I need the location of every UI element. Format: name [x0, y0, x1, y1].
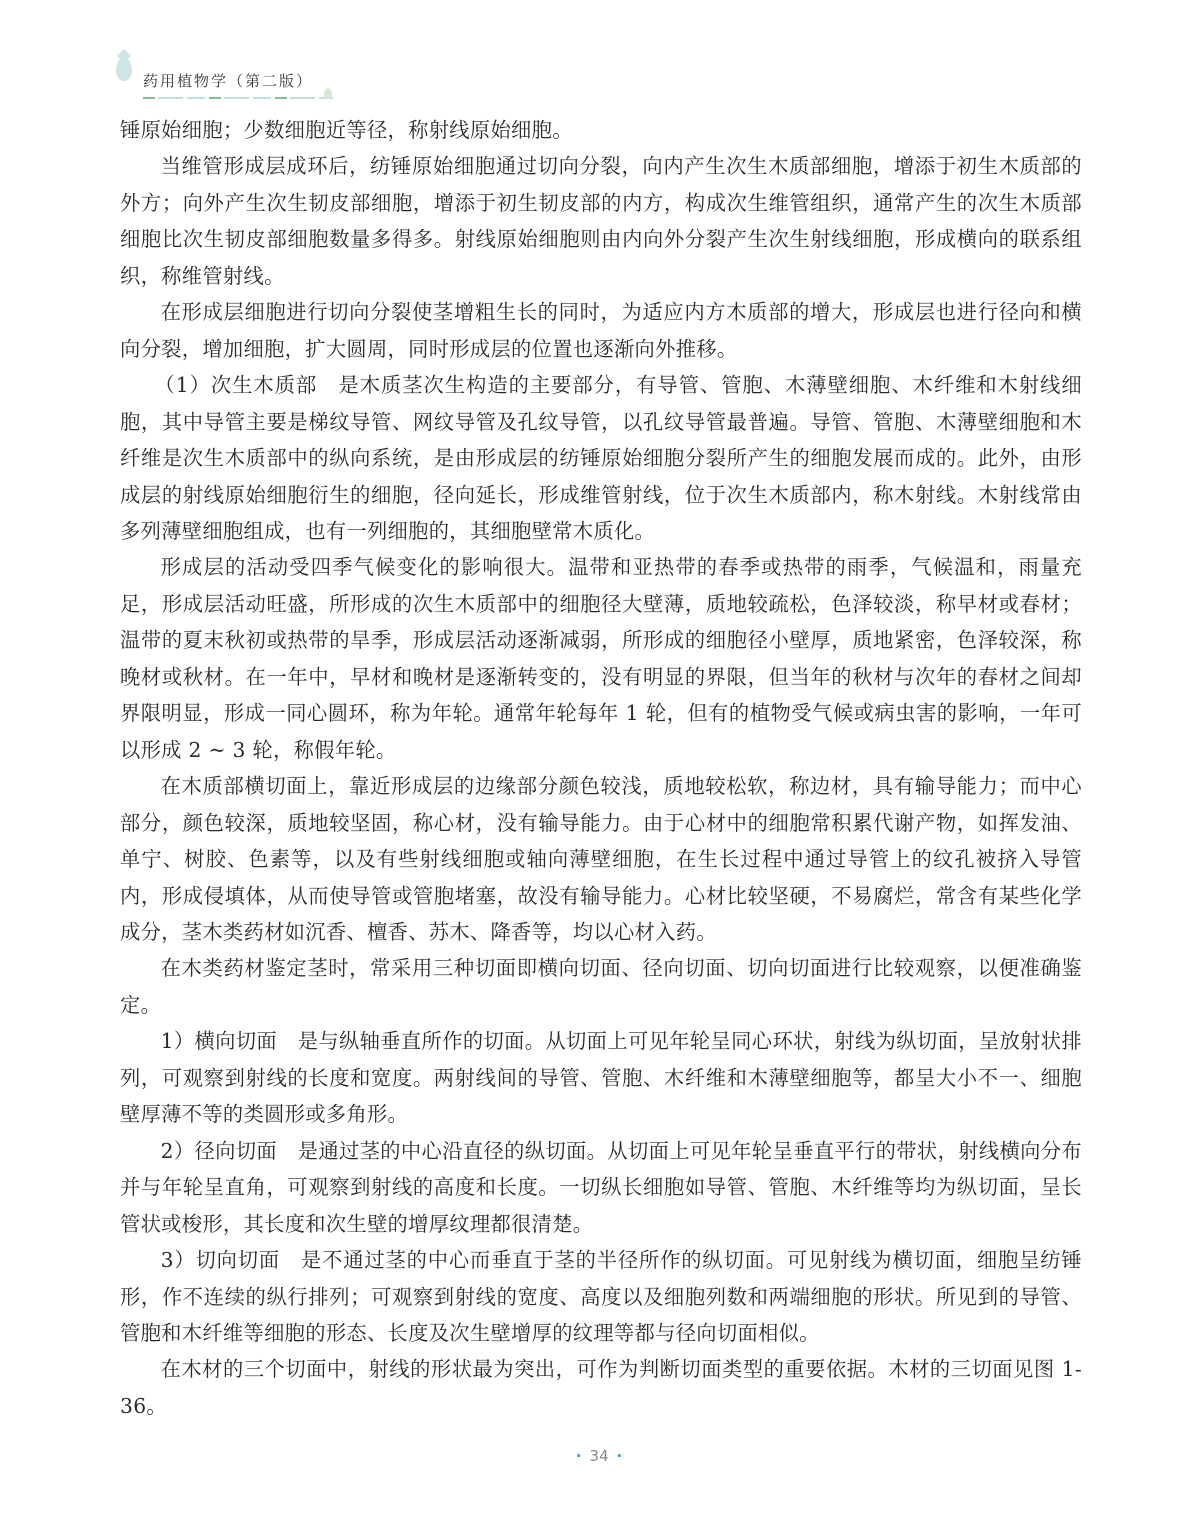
- book-title: 药用植物学（第二版）: [143, 72, 314, 90]
- paragraph: 当维管形成层成环后，纺锤原始细胞通过切向分裂，向内产生次生木质部细胞，增添于初生木质部的外方；向外产生次生韧皮部细胞，增添于初生韧皮部的内方，构成次生维管组织，通常产生的次生木质部细胞比次生韧皮部细胞数量多得多。射线原始细胞则由内向外分裂产生次生射线细胞，形成横向的联系组织，称维管射线。: [120, 154, 1082, 288]
- paragraph-transverse-section: 1）横向切面 是与纵轴垂直所作的切面。从切面上可见年轮呈同心环状，射线为纵切面，呈放射状排列，可观察到射线的长度和宽度。两射线间的导管、管胞、木纤维和木薄壁细胞等，都呈大小不一、细胞壁厚薄不等的类圆形或多角形。: [120, 1029, 1082, 1127]
- paragraph-continuation: 锤原始细胞；少数细胞近等径，称射线原始细胞。: [120, 118, 573, 142]
- paragraph: 在木类药材鉴定茎时，常采用三种切面即横向切面、径向切面、切向切面进行比较观察，以便准确鉴定。: [120, 956, 1082, 1017]
- paragraph: 在木材的三个切面中，射线的形状最为突出，可作为判断切面类型的重要依据。木材的三切面见图 1-36。: [120, 1357, 1082, 1418]
- page-number-text: 34: [589, 1447, 609, 1465]
- paragraph: 形成层的活动受四季气候变化的影响很大。温带和亚热带的春季或热带的雨季，气候温和，雨量充足，形成层活动旺盛，所形成的次生木质部中的细胞径大壁薄，质地较疏松，色泽较淡，称早材或春材；温带的夏末秋初或热带的旱季，形成层活动逐渐减弱，所形成的细胞径小壁厚，质地紧密，色泽较深，称晚材或秋材。在一年中，早材和晚材是逐渐转变的，没有明显的界限，但当年的秋材与次年的春材之间却界限明显，形成一同心圆环，称为年轮。通常年轮每年 1 轮，但有的植物受气候或病虫害的影响，一年可以形成 2 ~ 3 轮，称假年轮。: [120, 555, 1082, 762]
- dot-icon: ·: [616, 1447, 623, 1465]
- page-number: [0, 1447, 1198, 1465]
- dot-icon: ·: [575, 1447, 582, 1465]
- body-text: [120, 112, 1082, 1424]
- paragraph-secondary-xylem: （1）次生木质部 是木质茎次生构造的主要部分，有导管、管胞、木薄壁细胞、木纤维和木射线细胞，其中导管主要是梯纹导管、网纹导管及孔纹导管，以孔纹导管最普遍。导管、管胞、木薄壁细胞和木纤维是次生木质部中的纵向系统，是由形成层的纺锤原始细胞分裂所产生的细胞发展而成的。此外，由形成层的射线原始细胞衍生的细胞，径向延长，形成维管射线，位于次生木质部内，称木射线。木射线常由多列薄壁细胞组成，也有一列细胞的，其细胞壁常木质化。: [120, 373, 1082, 543]
- paragraph-radial-section: 2）径向切面 是通过茎的中心沿直径的纵切面。从切面上可见年轮呈垂直平行的带状，射线横向分布并与年轮呈直角，可观察到射线的高度和长度。一切纵长细胞如导管、管胞、木纤维等均为纵切面，呈长管状或梭形，其长度和次生壁的增厚纹理都很清楚。: [120, 1138, 1082, 1236]
- paragraph: 在形成层细胞进行切向分裂使茎增粗生长的同时，为适应内方木质部的增大，形成层也进行径向和横向分裂，增加细胞，扩大圆周，同时形成层的位置也逐渐向外推移。: [120, 300, 1082, 361]
- water-drop-icon: [116, 57, 132, 81]
- paragraph: 在木质部横切面上，靠近形成层的边缘部分颜色较浅，质地较松软，称边材，具有输导能力；而中心部分，颜色较深，质地较坚固，称心材，没有输导能力。由于心材中的细胞常积累代谢产物，如挥发油、单宁、树胶、色素等，以及有些射线细胞或轴向薄壁细胞，在生长过程中通过导管上的纹孔被挤入导管内，形成侵填体，从而使导管或管胞堵塞，故没有输导能力。心材比较坚硬，不易腐烂，常含有某些化学成分，茎木类药材如沉香、檀香、苏木、降香等，均以心材入药。: [120, 774, 1082, 944]
- running-header: [116, 55, 346, 105]
- header-dashed-rule: [143, 97, 333, 99]
- small-drop-icon: [324, 88, 332, 99]
- paragraph-tangential-section: 3）切向切面 是不通过茎的中心而垂直于茎的半径所作的纵切面。可见射线为横切面，细胞呈纺锤形，作不连续的纵行排列；可观察到射线的宽度、高度以及细胞列数和两端细胞的形状。所见到的导管、管胞和木纤维等细胞的形态、长度及次生壁增厚的纹理等都与径向切面相似。: [120, 1248, 1082, 1345]
